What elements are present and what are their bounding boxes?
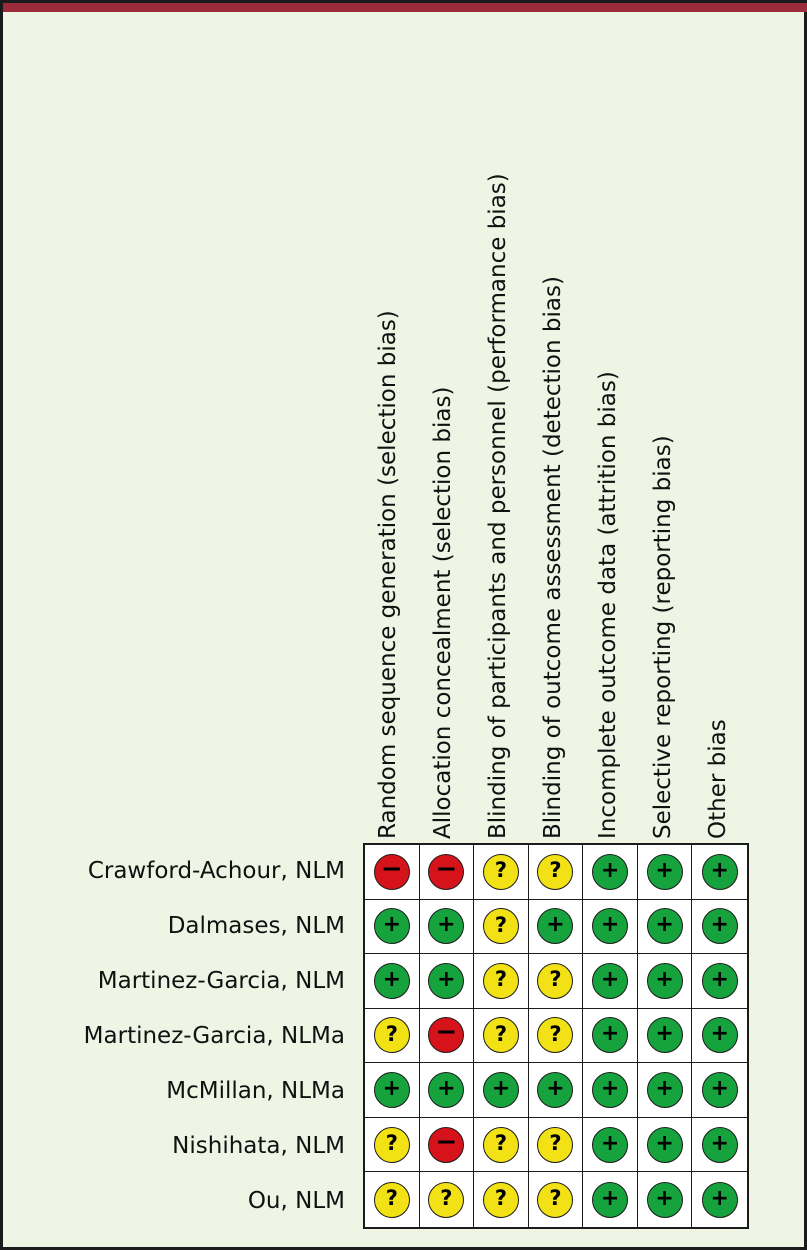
risk-cell (692, 845, 747, 900)
judgement-low-icon (374, 963, 410, 999)
judgement-symbol: + (437, 966, 456, 992)
column-header-label: Incomplete outcome data (attrition bias) (595, 371, 622, 839)
column-header-label: Random sequence generation (selection bias) (374, 310, 401, 839)
judgement-low-icon (592, 908, 628, 944)
judgement-symbol: ? (549, 1131, 562, 1156)
judgement-symbol: + (600, 1076, 620, 1102)
risk-cell (638, 1172, 693, 1227)
risk-cell (529, 1118, 584, 1173)
judgement-low-icon (537, 908, 573, 944)
row-label-study: Martinez-Garcia, NLM (97, 967, 345, 994)
row-label-study: Martinez-Garcia, NLMa (83, 1022, 345, 1049)
judgement-symbol: + (382, 966, 401, 992)
judgement-symbol: + (382, 1076, 401, 1102)
risk-cell (583, 1063, 638, 1118)
judgement-symbol: + (710, 1076, 729, 1102)
risk-of-bias-grid (363, 843, 749, 1229)
risk-cell (583, 1118, 638, 1173)
risk-cell (420, 1009, 475, 1064)
judgement-symbol: + (600, 912, 620, 938)
judgement-symbol: − (435, 853, 458, 884)
risk-cell (692, 954, 747, 1009)
risk-cell (365, 954, 420, 1009)
judgement-symbol: ? (440, 1186, 453, 1211)
risk-cell (529, 900, 584, 955)
judgement-symbol: + (655, 1130, 674, 1156)
judgement-unclear-icon (483, 963, 519, 999)
judgement-symbol: + (600, 1130, 620, 1156)
judgement-symbol: ? (549, 1186, 562, 1211)
judgement-low-icon (702, 1072, 738, 1108)
judgement-symbol: ? (494, 967, 508, 992)
judgement-low-icon (374, 908, 410, 944)
risk-cell (638, 1063, 693, 1118)
judgement-unclear-icon (483, 908, 519, 944)
risk-cell (692, 1118, 747, 1173)
judgement-symbol: + (655, 912, 674, 938)
judgement-symbol: ? (549, 967, 562, 992)
judgement-symbol: + (710, 1185, 729, 1211)
judgement-symbol: ? (385, 1186, 398, 1211)
judgement-unclear-icon (537, 963, 573, 999)
risk-cell (420, 845, 475, 900)
judgement-symbol: − (435, 1017, 458, 1048)
risk-cell (474, 1172, 529, 1227)
judgement-low-icon (702, 1127, 738, 1163)
judgement-low-icon (592, 854, 628, 890)
judgement-symbol: + (710, 912, 729, 938)
column-header-label: Selective reporting (reporting bias) (650, 435, 677, 839)
judgement-symbol: + (600, 857, 620, 883)
judgement-symbol: ? (494, 912, 508, 937)
risk-cell (638, 954, 693, 1009)
judgement-symbol: ? (385, 1131, 398, 1156)
row-label-study: Crawford-Achour, NLM (87, 857, 345, 884)
judgement-symbol: + (382, 912, 401, 938)
risk-cell (474, 954, 529, 1009)
judgement-symbol: ? (549, 858, 562, 883)
judgement-symbol: + (655, 857, 674, 883)
judgement-unclear-icon (537, 1182, 573, 1218)
risk-cell (692, 1172, 747, 1227)
risk-cell (583, 954, 638, 1009)
judgement-symbol: + (600, 966, 620, 992)
judgement-high-icon (428, 854, 464, 890)
judgement-low-icon (647, 1182, 683, 1218)
judgement-low-icon (592, 1072, 628, 1108)
risk-cell (420, 954, 475, 1009)
judgement-symbol: − (435, 1126, 458, 1157)
judgement-low-icon (374, 1072, 410, 1108)
judgement-low-icon (702, 854, 738, 890)
risk-cell (529, 1063, 584, 1118)
judgement-unclear-icon (374, 1127, 410, 1163)
judgement-low-icon (702, 1182, 738, 1218)
risk-cell (474, 1063, 529, 1118)
risk-cell (474, 845, 529, 900)
judgement-symbol: + (546, 1076, 565, 1102)
risk-cell (529, 1172, 584, 1227)
judgement-symbol: + (710, 1130, 729, 1156)
judgement-symbol: ? (494, 858, 508, 883)
judgement-symbol: + (437, 1076, 456, 1102)
row-label-study: Nishihata, NLM (172, 1133, 345, 1160)
judgement-symbol: ? (494, 1186, 508, 1211)
risk-cell (365, 845, 420, 900)
judgement-unclear-icon (537, 854, 573, 890)
risk-cell (365, 1009, 420, 1064)
judgement-low-icon (647, 1017, 683, 1053)
risk-cell (365, 900, 420, 955)
column-header-label: Blinding of participants and personnel (performance bias) (484, 173, 511, 839)
judgement-unclear-icon (483, 854, 519, 890)
column-header-label: Blinding of outcome assessment (detection bias) (539, 276, 566, 839)
judgement-low-icon (428, 1072, 464, 1108)
judgement-symbol: − (380, 853, 403, 884)
risk-cell (692, 900, 747, 955)
row-labels (3, 843, 355, 1229)
judgement-high-icon (374, 854, 410, 890)
judgement-symbol: + (655, 1185, 674, 1211)
judgement-low-icon (592, 963, 628, 999)
risk-cell (692, 1063, 747, 1118)
risk-cell (365, 1063, 420, 1118)
risk-cell (474, 1118, 529, 1173)
judgement-unclear-icon (483, 1017, 519, 1053)
judgement-unclear-icon (428, 1182, 464, 1218)
judgement-low-icon (702, 1017, 738, 1053)
judgement-symbol: + (655, 1021, 674, 1047)
risk-cell (529, 1009, 584, 1064)
judgement-unclear-icon (537, 1017, 573, 1053)
judgement-symbol: + (655, 1076, 674, 1102)
judgement-symbol: + (546, 912, 565, 938)
judgement-low-icon (537, 1072, 573, 1108)
judgement-unclear-icon (374, 1017, 410, 1053)
judgement-low-icon (647, 963, 683, 999)
row-label-study: Ou, NLM (247, 1188, 345, 1215)
judgement-low-icon (647, 1127, 683, 1163)
judgement-symbol: + (600, 1185, 620, 1211)
judgement-low-icon (428, 908, 464, 944)
judgement-low-icon (592, 1127, 628, 1163)
risk-cell (583, 1009, 638, 1064)
judgement-symbol: + (710, 966, 729, 992)
judgement-unclear-icon (374, 1182, 410, 1218)
risk-cell (638, 1009, 693, 1064)
judgement-symbol: + (437, 912, 456, 938)
risk-cell (474, 1009, 529, 1064)
judgement-unclear-icon (483, 1127, 519, 1163)
judgement-symbol: + (710, 1021, 729, 1047)
row-label-study: Dalmases, NLM (167, 912, 345, 939)
judgement-low-icon (428, 963, 464, 999)
risk-cell (692, 1009, 747, 1064)
judgement-high-icon (428, 1127, 464, 1163)
risk-cell (583, 900, 638, 955)
column-header-label: Allocation concealment (selection bias) (429, 386, 456, 839)
judgement-high-icon (428, 1017, 464, 1053)
risk-cell (365, 1118, 420, 1173)
judgement-low-icon (592, 1182, 628, 1218)
judgement-low-icon (702, 908, 738, 944)
risk-cell (474, 900, 529, 955)
risk-cell (529, 845, 584, 900)
risk-cell (529, 954, 584, 1009)
judgement-symbol: ? (385, 1021, 398, 1046)
judgement-symbol: + (655, 966, 674, 992)
column-headers (363, 3, 749, 843)
risk-cell (583, 845, 638, 900)
column-header-label: Other bias (705, 719, 732, 839)
judgement-low-icon (647, 1072, 683, 1108)
risk-cell (638, 845, 693, 900)
judgement-low-icon (702, 963, 738, 999)
risk-cell (420, 1063, 475, 1118)
judgement-low-icon (483, 1072, 519, 1108)
judgement-symbol: + (491, 1076, 511, 1102)
judgement-symbol: + (710, 857, 729, 883)
judgement-symbol: ? (494, 1131, 508, 1156)
risk-cell (420, 900, 475, 955)
judgement-low-icon (647, 908, 683, 944)
risk-cell (638, 1118, 693, 1173)
judgement-unclear-icon (537, 1127, 573, 1163)
judgement-low-icon (592, 1017, 628, 1053)
risk-cell (420, 1118, 475, 1173)
judgement-low-icon (647, 854, 683, 890)
judgement-symbol: + (600, 1021, 620, 1047)
risk-cell (638, 900, 693, 955)
judgement-unclear-icon (483, 1182, 519, 1218)
risk-cell (365, 1172, 420, 1227)
risk-cell (583, 1172, 638, 1227)
row-label-study: McMillan, NLMa (166, 1078, 345, 1105)
judgement-symbol: ? (494, 1021, 508, 1046)
judgement-symbol: ? (549, 1021, 562, 1046)
risk-cell (420, 1172, 475, 1227)
